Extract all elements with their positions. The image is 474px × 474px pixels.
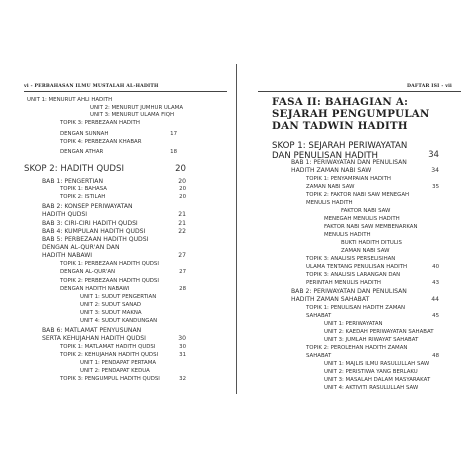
fasa-line: SEJARAH PENGUMPULAN [272,108,430,121]
toc-entry: BAB 2: PERIWAYATAN DAN PENULISAN [291,288,407,295]
right-header-rule [258,91,461,92]
toc-entry: HADITH QUDSI 21 [42,211,186,218]
toc-entry: TOPIK 3: PENGUMPUL HADITH QUDSI 32 [60,376,186,382]
skop-heading: SKOP 2: HADITH QUDSI 20 [24,164,186,174]
toc-entry: UNIT 3: SUDUT MAKNA [80,310,142,316]
toc-entry: ULAMA TENTANG PENULISAN HADITH 40 [306,264,439,270]
toc-entry: ZAMAN NABI SAW [341,248,390,254]
toc-entry: UNIT 2: MENURUT JUMHUR ULAMA [90,105,184,111]
toc-entry: BAB 3: CIRI-CIRI HADITH QUDSI 21 [42,220,186,227]
toc-entry: DENGAN AL-QUR'AN 27 [60,269,186,275]
toc-entry: UNIT 2: PENDAPAT KEDUA [80,368,150,374]
toc-entry: DENGAN SUNNAH 17 [60,131,177,137]
skop-title-line: SKOP 1: SEJARAH PERIWAYATAN [272,141,408,151]
toc-entry: TOPIK 2: PERBEZAAN HADITH QUDSI [60,278,159,284]
toc-entry: HADITH ZAMAN NABI SAW 34 [291,167,439,174]
toc-entry: MENEGAH MENULIS HADITH [324,216,400,222]
toc-entry: TOPIK 2: FAKTOR NABI SAW MENEGAH [306,192,410,198]
toc-entry: HADITH ZAMAN SAHABAT 44 [291,296,439,303]
toc-entry: DENGAN HADITH NABAWI 28 [60,286,186,292]
toc-entry: SERTA KEHUJAHAN HADITH QUDSI 30 [42,335,186,342]
fasa-line: DAN TADWIN HADITH [272,120,408,133]
left-page-header: vi - PERBAHASAN ILMU MUSTALAH AL-HADITH [24,84,159,89]
toc-entry: UNIT 4: SUDUT KANDUNGAN [80,318,158,324]
toc-entry: UNIT 2: KAEDAH PERIWAYATAN SAHABAT [324,329,434,335]
skop-page-number: 34 [428,150,439,160]
toc-entry: UNIT 3: MENURUT ULAMA FIQH [90,112,175,118]
toc-entry: UNIT 1: PENDAPAT PERTAMA [80,360,157,366]
toc-entry: BAB 2: KONSEP PERIWAYATAN [42,203,133,210]
left-header-rule [24,91,227,92]
toc-entry: TOPIK 3: PERBEZAAN HADITH [60,120,140,126]
toc-entry: TOPIK 1: MATLAMAT HADITH QUDSI 30 [60,344,186,350]
toc-entry: TOPIK 1: PENYAMPAIAN HADITH [306,176,391,182]
right-page-header: DAFTAR ISI - vii [406,84,452,89]
toc-entry: UNIT 4: AKTIVITI RASULULLAH SAW [324,385,419,391]
toc-entry: ZAMAN NABI SAW 35 [306,184,439,190]
toc-entry: BAB 1: PERIWAYATAN DAN PENULISAN [291,159,407,166]
toc-entry: FAKTOR NABI SAW MEMBENARKAN [324,224,418,230]
toc-entry: TOPIK 2: PEROLEHAN HADITH ZAMAN [306,345,408,351]
skop-title-line: DAN PENULISAN HADITH [272,151,379,162]
toc-entry: UNIT 1: SUDUT PENGERTIAN [80,294,157,300]
toc-entry: UNIT 3: JUMLAH RIWAYAT SAHABAT [324,337,419,343]
toc-entry: TOPIK 2: KEHUJAHAN HADITH QUDSI 31 [60,352,186,358]
toc-entry: PERINTAH MENULIS HADITH 43 [306,280,439,286]
left-page [0,0,232,474]
toc-entry: HADITH NABAWI 27 [42,252,186,259]
toc-entry: BAB 5: PERBEZAAN HADITH QUDSI [42,236,149,243]
toc-entry: UNIT 2: SUDUT SANAD [80,302,142,308]
right-page [241,0,474,474]
toc-entry: UNIT 3: MASALAH DALAM MASYARAKAT [324,377,431,383]
toc-entry: MENULIS HADITH [306,200,353,206]
fasa-heading [272,96,430,133]
toc-entry: UNIT 2: PERISTIWA YANG BERLAKU [324,369,418,375]
toc-entry: MENULIS HADITH [324,232,371,238]
fasa-line: FASA II: BAHAGIAN A: [272,96,409,108]
toc-entry: TOPIK 1: PERBEZAAN HADITH QUDSI [60,261,159,267]
toc-entry: TOPIK 4: PERBEZAAN KHABAR [60,139,142,145]
toc-entry: BUKTI HADITH DITULIS [341,240,402,246]
toc-entry: TOPIK 3: ANALISIS LARANGAN DAN [306,272,401,278]
book-spine [236,64,237,394]
toc-entry: BAB 1: PENGERTIAN 20 [42,178,186,185]
toc-entry: TOPIK 1: BAHASA 20 [60,186,186,192]
toc-entry: DENGAN ATHAR 18 [60,149,177,155]
toc-entry: TOPIK 1: PENULISAN HADITH ZAMAN [306,305,406,311]
toc-entry: UNIT 1: MAJLIS ILMU RASULULLAH SAW [324,361,430,367]
toc-entry: SAHABAT 48 [306,353,439,359]
toc-entry: UNIT 1: PERIWAYATAN [324,321,383,327]
toc-entry: BAB 6: MATLAMAT PENYUSUNAN [42,327,142,334]
toc-entry: DENGAN AL-QUR'AN DAN [42,244,120,251]
toc-entry: TOPIK 2: ISTILAH 20 [60,194,186,200]
toc-entry: SAHABAT 45 [306,313,439,319]
toc-entry: UNIT 1: MENURUT AHLI HADITH [27,97,113,103]
toc-entry: BAB 4: KUMPULAN HADITH QUDSI 22 [42,228,186,235]
toc-entry: FAKTOR NABI SAW [341,208,391,214]
toc-entry: TOPIK 3: ANALISIS PERSELISIHAN [306,256,396,262]
